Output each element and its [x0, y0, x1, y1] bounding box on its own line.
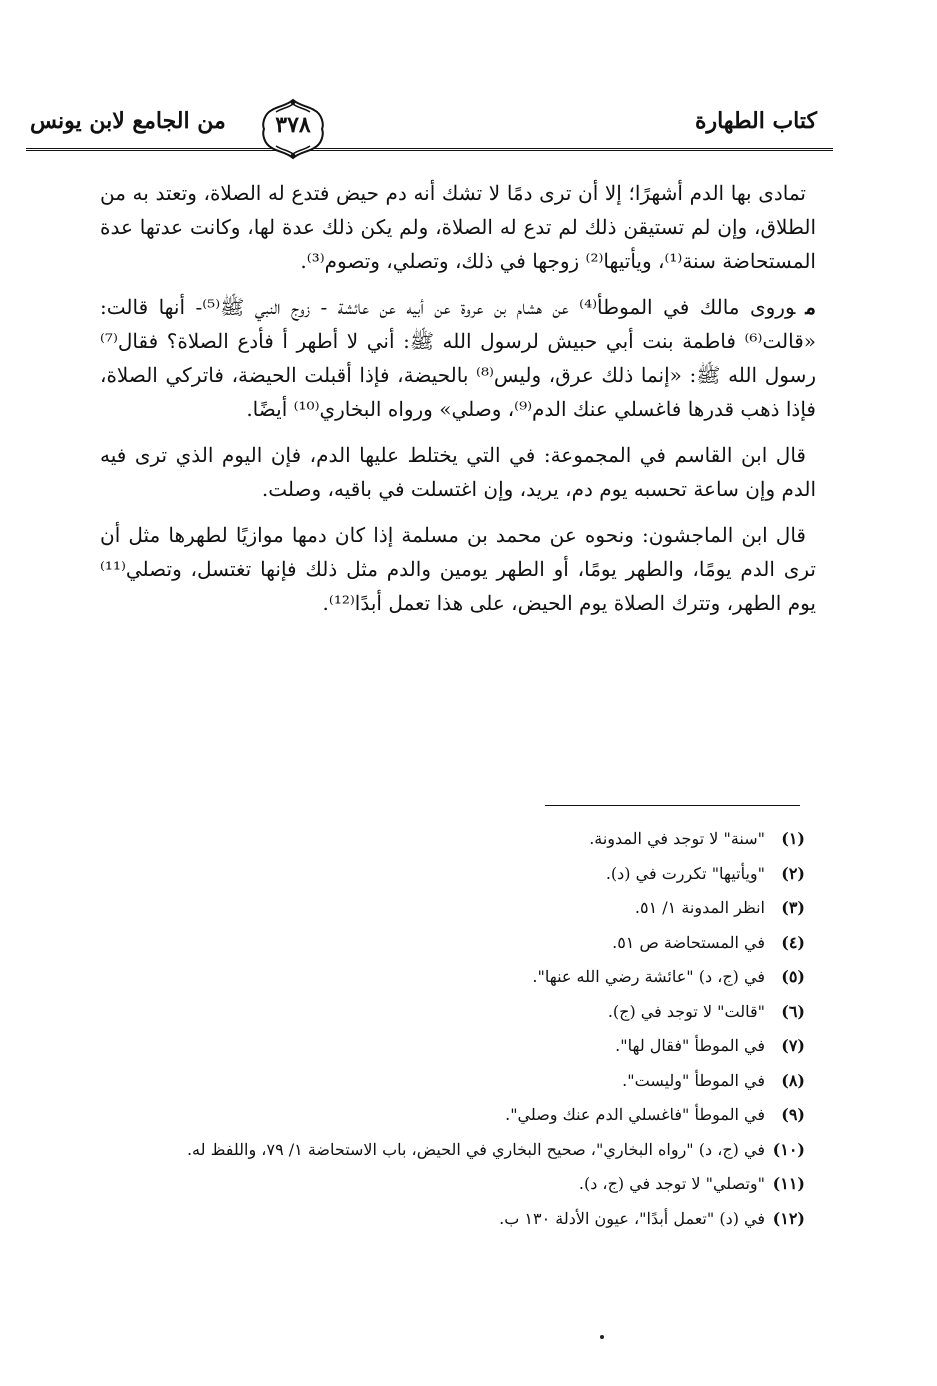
footnote-text: في المستحاضة ص ٥١. — [612, 932, 765, 952]
footnote-text: في الموطأ "وليست". — [622, 1070, 765, 1090]
footnote-number: (٧) — [781, 1036, 805, 1055]
footnote-number: (٥) — [781, 967, 805, 986]
paragraph — [100, 438, 816, 506]
footnote — [100, 891, 805, 926]
main-text — [100, 176, 816, 632]
footnote-number: (١٢) — [772, 1208, 805, 1228]
footnote-text: في الموطأ "فاغسلي الدم عنك وصلي". — [505, 1105, 765, 1124]
source-title: من الجامع لابن يونس — [30, 108, 226, 134]
footnote-divider — [545, 805, 800, 806]
footnote-number: (٢) — [781, 863, 805, 883]
paragraph-marker — [806, 443, 816, 467]
page-speck — [600, 1335, 604, 1339]
footnote-number: (٨) — [781, 1070, 805, 1090]
paragraph-marker — [806, 181, 816, 205]
footnote-text: انظر المدونة ١/ ٥١. — [634, 898, 765, 917]
footnote-number: (١٠) — [772, 1139, 805, 1159]
footnote — [100, 1133, 805, 1168]
footnote-number: (٩) — [781, 1105, 805, 1124]
footnote-text: في (ج، د) "عائشة رضي الله عنها". — [532, 967, 765, 986]
footnote-text: في الموطأ "فقال لها". — [615, 1036, 765, 1055]
header-rule — [26, 148, 833, 151]
footnote-number: (٦) — [781, 1001, 805, 1021]
footnote — [100, 1064, 805, 1099]
footnote — [100, 1098, 805, 1133]
footnote — [100, 995, 805, 1030]
paragraph — [100, 518, 816, 620]
footnote-number: (٤) — [781, 932, 805, 952]
footnote — [100, 1167, 805, 1202]
paragraph — [100, 290, 816, 426]
paragraph-marker — [806, 523, 816, 547]
footnote-text: في (د) "تعمل أبدًا"، عيون الأدلة ١٣٠ ب. — [499, 1208, 765, 1228]
paragraph-text: قال ابن القاسم في المجموعة: في التي يختلط عليها الدم، فإن اليوم الذي ترى فيه الدم وإن ساعة تحسبه يوم دم، يريد، وإن اغتسلت في باقيه، وصلت. — [100, 443, 816, 501]
footnote — [100, 1202, 805, 1237]
footnote-text: "قالت" لا توجد في (ج). — [607, 1001, 765, 1021]
footnote-text: "ويأتيها" تكررت في (د). — [605, 863, 765, 883]
paragraph-text: قال ابن الماجشون: ونحوه عن محمد بن مسلمة إذا كان دمها موازيًا لطهرها مثل أن ترى الدم يومًا، والطهر يومًا، أو الطهر يومين والدم مثل ذلك فإنها تغتسل، وتصلي⁽¹¹⁾ يوم الطهر، وتترك الصلاة يوم الحيض، على هذا تعمل أبدًا⁽¹²⁾. — [100, 523, 816, 615]
book-title: كتاب الطهارة — [694, 108, 817, 134]
paragraph-marker: م — [805, 295, 816, 319]
footnote-text: "وتصلي" لا توجد في (ج، د). — [578, 1174, 765, 1193]
footnote-text: في (ج، د) "رواه البخاري"، صحيح البخاري في الحيض، باب الاستحاضة ١/ ٧٩، واللفظ له. — [186, 1139, 765, 1159]
footnote-number: (١١) — [772, 1174, 805, 1193]
footnote — [100, 1029, 805, 1064]
footnote — [100, 926, 805, 961]
footnote-number: (٣) — [781, 898, 805, 917]
footnote-text: "سنة" لا توجد في المدونة. — [589, 829, 765, 848]
page-header — [0, 90, 937, 170]
page-number: ٣٧٨ — [275, 112, 311, 138]
footnote — [100, 822, 805, 857]
footnote-number: (١) — [781, 829, 805, 848]
paragraph-text: وروى مالك في الموطأ⁽⁴⁾ عن هشام بن عروة عن أبيه عن عائشة - زوج النبي ﷺ⁽⁵⁾- أنها قالت: «قالت⁽⁶⁾ فاطمة بنت أبي حبيش لرسول الله ﷺ: أني لا أطهر أ فأدع الصلاة؟ فقال⁽⁷⁾ رسول الله ﷺ: «إنما ذلك عرق، وليس⁽⁸⁾ بالحيضة، فإذا أقبلت الحيضة، فاتركي الصلاة، فإذا ذهب قدرها فاغسلي عنك الدم⁽⁹⁾، وصلي» ورواه البخاري⁽¹⁰⁾ أيضًا. — [100, 295, 816, 421]
footnote — [100, 960, 805, 995]
footnotes — [100, 822, 805, 1236]
footnote — [100, 857, 805, 892]
paragraph-text: تمادى بها الدم أشهرًا؛ إلا أن ترى دمًا لا تشك أنه دم حيض فتدع له الصلاة، وتعتد به من الطلاق، وإن لم تستيقن ذلك لم تدع له الصلاة، ولم يكن ذلك عدة لها، وكانت عدتها عدة المستحاضة سنة⁽¹⁾، ويأتيها⁽²⁾ زوجها في ذلك، وتصلي، وتصوم⁽³⁾. — [100, 181, 816, 273]
paragraph — [100, 176, 816, 278]
